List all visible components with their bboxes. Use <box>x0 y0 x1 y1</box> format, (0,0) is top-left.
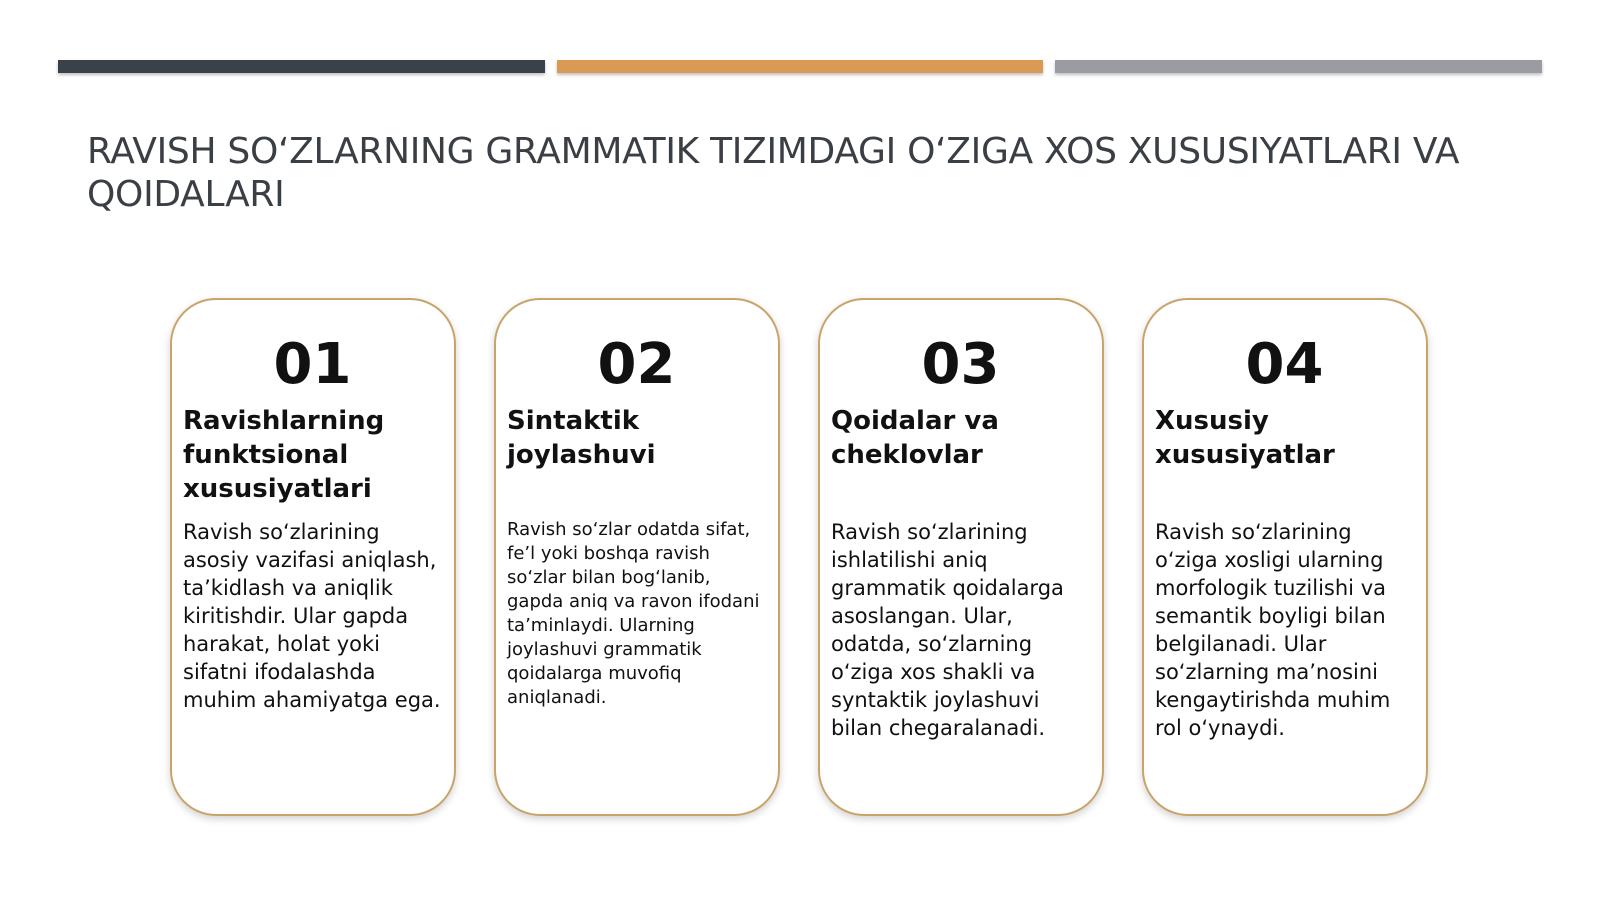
card-04 <box>1142 298 1428 816</box>
slide-title: RAVISH SO‘ZLARNING GRAMMATIK TIZIMDAGI O‘ZIGA XOS XUSUSIYATLARI VA QOIDALARI <box>87 131 1460 215</box>
card-number: 04 <box>1245 332 1324 397</box>
card-body: Ravish so‘zlar odatda sifat, fe’l yoki boshqa ravish so‘zlar bilan bog‘lanib, gapda aniq va ravon ifodani ta’minlaydi. Ularning joylashuvi grammatik qoidalarga muvofiq aniqlanadi. <box>507 519 760 708</box>
card-heading: Sintaktik joylashuvi <box>507 406 656 470</box>
card-number: 03 <box>921 332 1000 397</box>
card-body: Ravish so‘zlarining asosiy vazifasi aniqlash, ta’kidlash va aniqlik kiritishdir. Ular gapda harakat, holat yoki sifatni ifodalashda muhim ahamiyatga ega. <box>183 520 441 712</box>
bar-gray <box>1055 60 1542 73</box>
decorative-bars <box>58 60 1542 73</box>
card-02 <box>494 298 780 816</box>
card-03 <box>818 298 1104 816</box>
bar-orange <box>557 60 1044 73</box>
cards-row <box>170 298 1428 816</box>
card-01 <box>170 298 456 816</box>
card-heading: Xususiy xususiyatlar <box>1155 406 1335 470</box>
bar-dark <box>58 60 545 73</box>
card-heading: Ravishlarning funktsional xususiyatlari <box>183 406 385 504</box>
card-body: Ravish so‘zlarining o‘ziga xosligi ularning morfologik tuzilishi va semantik boyligi bilan belgilanadi. Ular so‘zlarning ma’nosini kengaytirishda muhim rol o‘ynaydi. <box>1155 520 1391 740</box>
card-number: 02 <box>597 332 676 397</box>
card-heading: Qoidalar va cheklovlar <box>831 406 999 470</box>
card-body: Ravish so‘zlarining ishlatilishi aniq grammatik qoidalarga asoslangan. Ular, odatda, so‘zlarning o‘ziga xos shakli va syntaktik joylashuvi bilan chegaralanadi. <box>831 520 1064 740</box>
card-number: 01 <box>273 332 352 397</box>
